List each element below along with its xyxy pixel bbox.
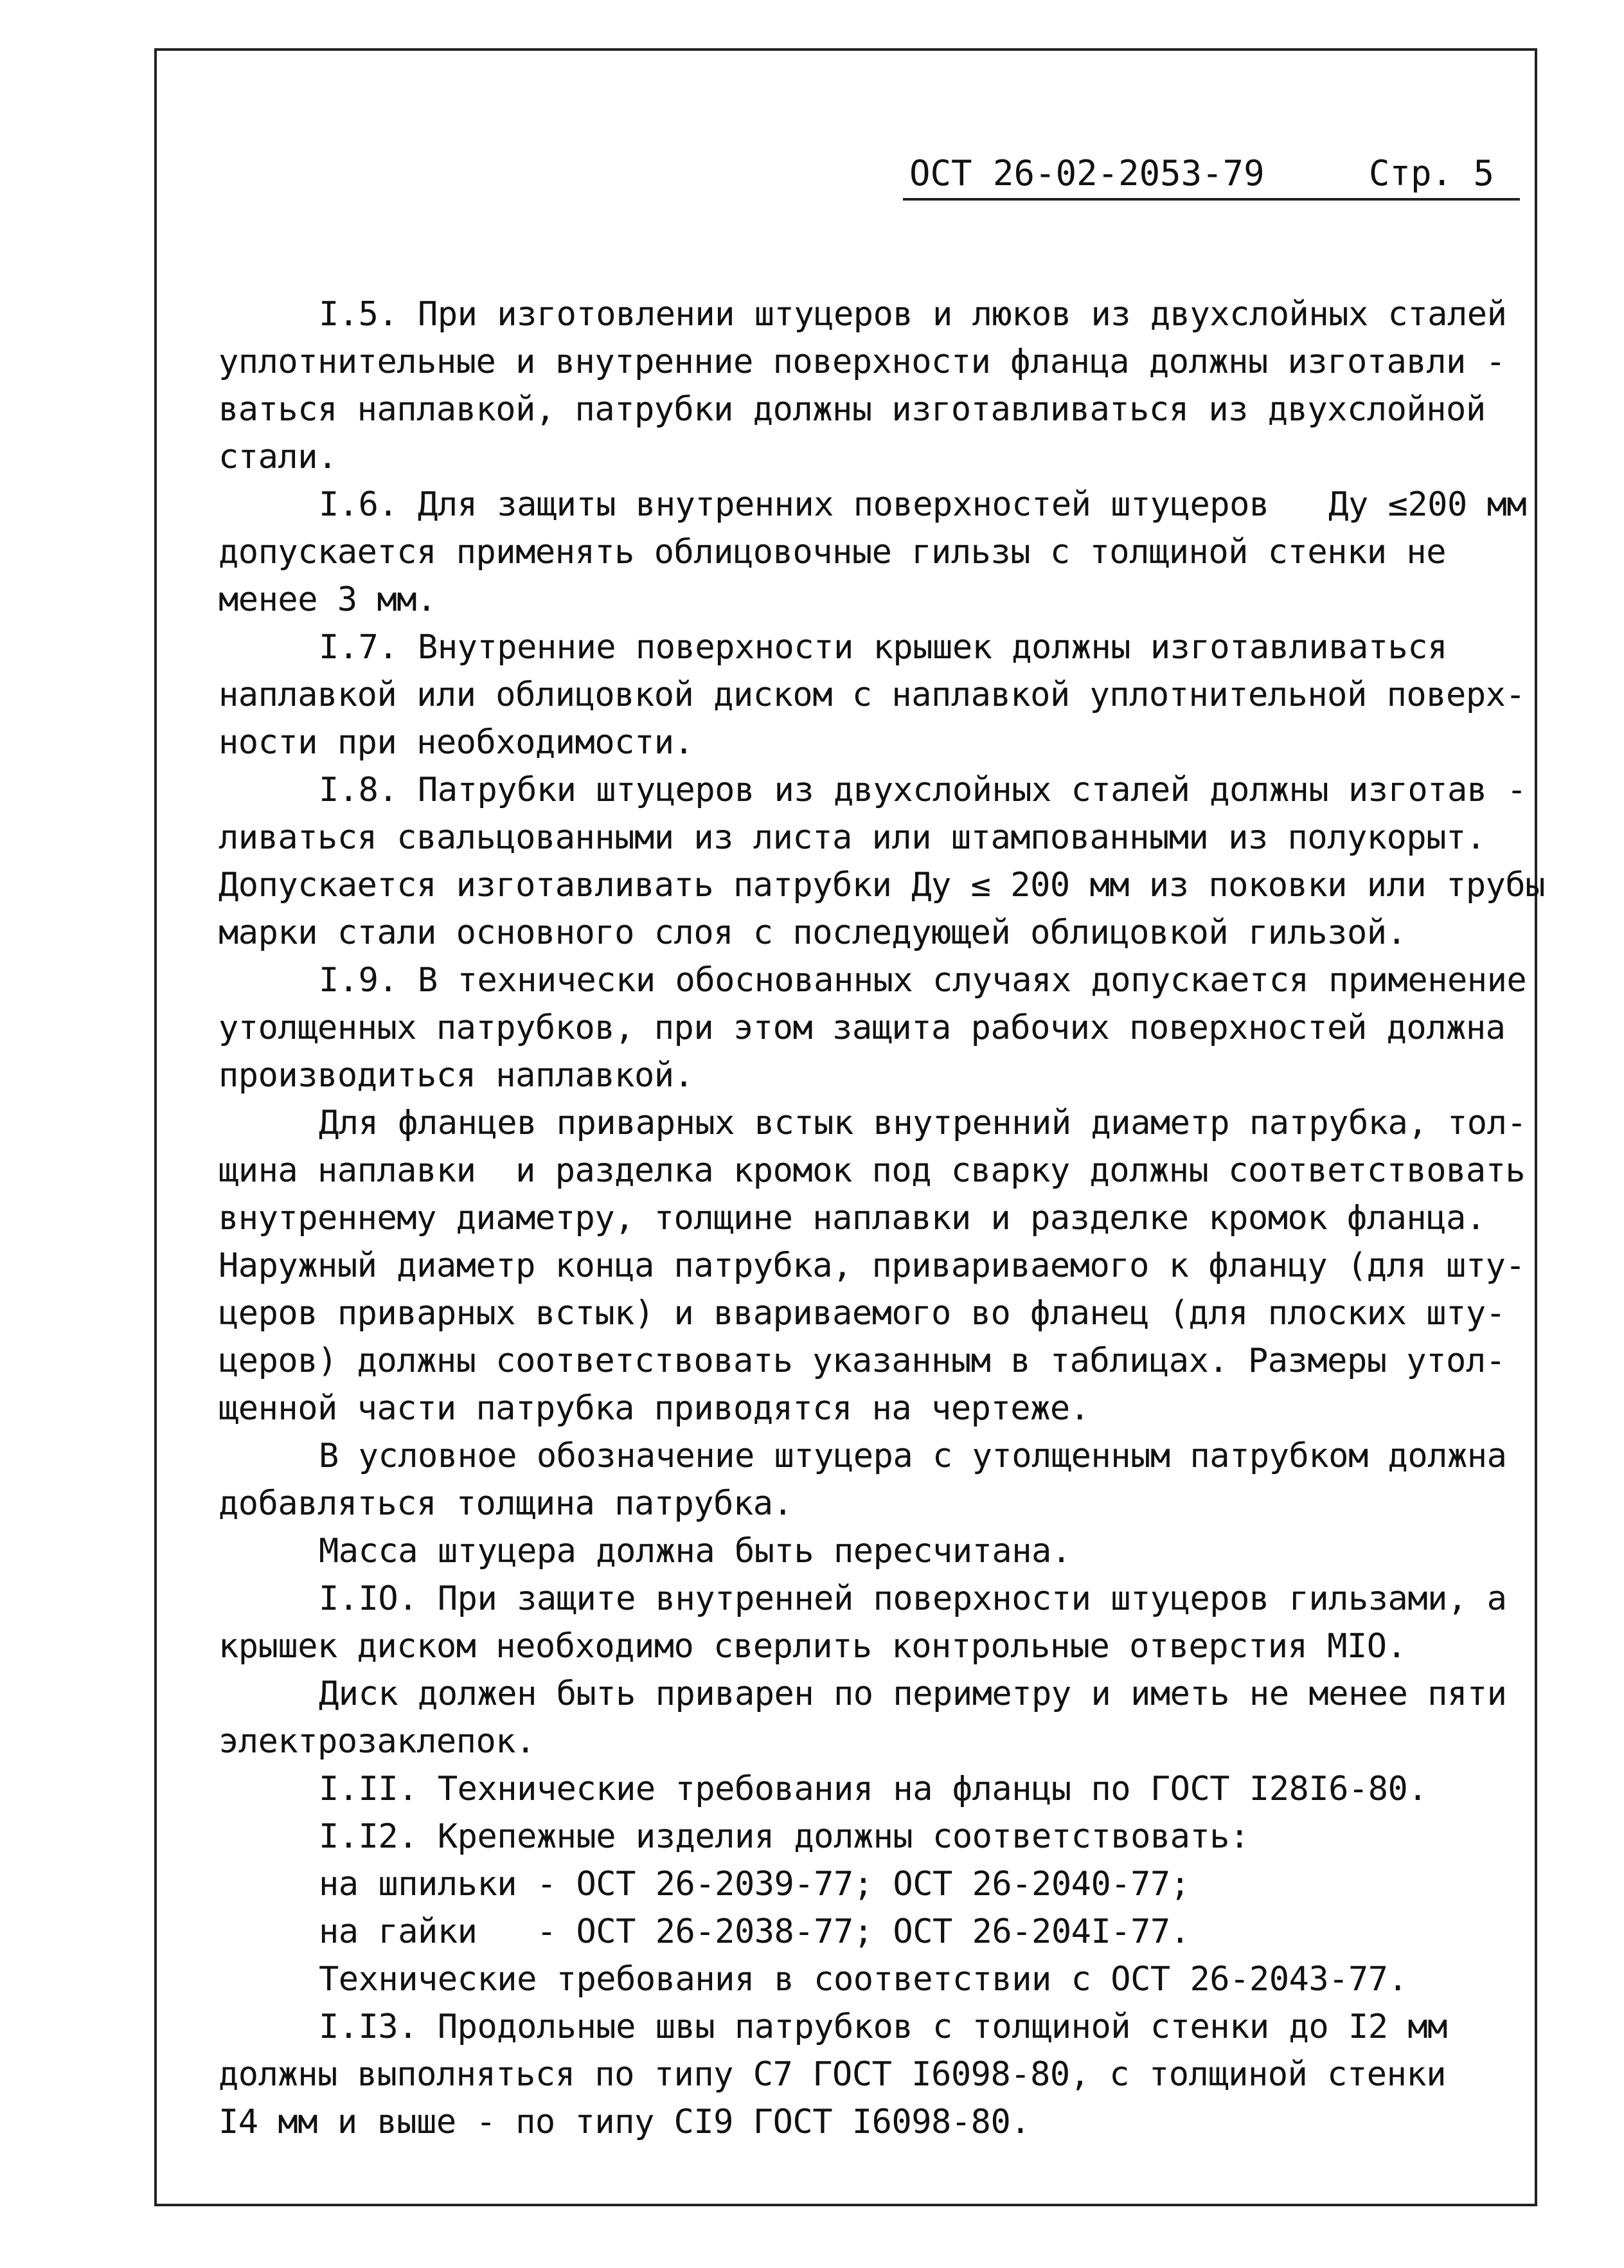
text-line: I.6. Для защиты внутренних поверхностей штуцеров Ду ≤200 мм xyxy=(319,485,1527,524)
text-line: I.IO. При защите внутренней поверхности штуцеров гильзами, а xyxy=(319,1580,1507,1618)
text-line: В условное обозначение штуцера с утолщенным патрубком должна xyxy=(319,1437,1507,1475)
text-line: на гайки - ОСТ 26-2038-77; ОСТ 26-204I-77. xyxy=(319,1913,1190,1951)
text-line: Технические требования в соответствии с ОСТ 26-2043-77. xyxy=(319,1960,1408,1999)
text-line: менее 3 мм. xyxy=(219,580,436,619)
text-line: I.8. Патрубки штуцеров из двухслойных сталей должны изготав - xyxy=(319,771,1527,809)
text-line: Масса штуцера должна быть пересчитана. xyxy=(319,1532,1071,1571)
text-line: ности при необходимости. xyxy=(219,723,694,762)
text-line: производиться наплавкой. xyxy=(219,1056,694,1095)
text-line: допускается применять облицовочные гильзы с толщиной стенки не xyxy=(219,533,1447,572)
text-line: утолщенных патрубков, при этом защита рабочих поверхностей должна xyxy=(219,1009,1506,1047)
text-line: уплотнительные и внутренние поверхности фланца должны изготавли - xyxy=(219,343,1506,381)
text-line: Наружный диаметр конца патрубка, привариваемого к фланцу (для шту- xyxy=(219,1246,1526,1285)
text-line: щина наплавки и разделка кромок под сварку должны соответствовать xyxy=(219,1151,1526,1190)
text-line: должны выполняться по типу С7 ГОСТ I6098-80, с толщиной стенки xyxy=(219,2055,1447,2094)
text-line: I.5. При изготовлении штуцеров и люков из двухслойных сталей xyxy=(319,295,1507,334)
text-line: крышек диском необходимо сверлить контрольные отверстия MIO. xyxy=(219,1627,1407,1666)
text-line: внутреннему диаметру, толщине наплавки и разделке кромок фланца. xyxy=(219,1199,1486,1238)
text-line: I4 мм и выше - по типу СI9 ГОСТ I6098-80. xyxy=(219,2103,1031,2141)
text-line: церов приварных встык) и ввариваемого во фланец (для плоских шту- xyxy=(219,1294,1506,1333)
text-line: I.I3. Продольные швы патрубков с толщиной стенки до I2 мм xyxy=(319,2008,1447,2046)
text-line: I.7. Внутренние поверхности крышек должны изготавливаться xyxy=(319,628,1447,667)
text-line: I.II. Технические требования на фланцы по ГОСТ I28I6-80. xyxy=(319,1770,1428,1808)
text-line: на шпильки - ОСТ 26-2039-77; ОСТ 26-2040-77; xyxy=(319,1865,1190,1904)
text-line: электрозаклепок. xyxy=(219,1722,535,1761)
text-line: I.I2. Крепежные изделия должны соответствовать: xyxy=(319,1817,1249,1856)
page-number: Стр. 5 xyxy=(1368,153,1494,194)
document-body xyxy=(219,291,1546,2146)
text-line: стали. xyxy=(219,438,337,476)
text-line: Допускается изготавливать патрубки Ду ≤ 200 мм из поковки или трубы xyxy=(219,866,1546,905)
text-line: Для фланцев приварных встык внутренний диаметр патрубка, тол- xyxy=(319,1104,1527,1142)
text-line: ливаться свальцованными из листа или штампованными из полукорыт. xyxy=(219,818,1486,857)
text-line: щенной части патрубка приводятся на чертеже. xyxy=(219,1389,1090,1428)
text-line: Диск должен быть приварен по периметру и иметь не менее пяти xyxy=(319,1675,1507,1713)
text-line: добавляться толщина патрубка. xyxy=(219,1484,793,1523)
page-header xyxy=(903,149,1520,201)
text-line: I.9. В технически обоснованных случаях допускается применение xyxy=(319,961,1527,1000)
text-line: церов) должны соответствовать указанным в таблицах. Размеры утол- xyxy=(219,1342,1506,1380)
text-line: ваться наплавкой, патрубки должны изготавливаться из двухслойной xyxy=(219,390,1486,429)
text-line: наплавкой или облицовкой диском с наплавкой уплотнительной поверх- xyxy=(219,676,1526,714)
text-line: марки стали основного слоя с последующей облицовкой гильзой. xyxy=(219,914,1407,952)
document-code: ОСТ 26-02-2053-79 xyxy=(909,153,1265,194)
